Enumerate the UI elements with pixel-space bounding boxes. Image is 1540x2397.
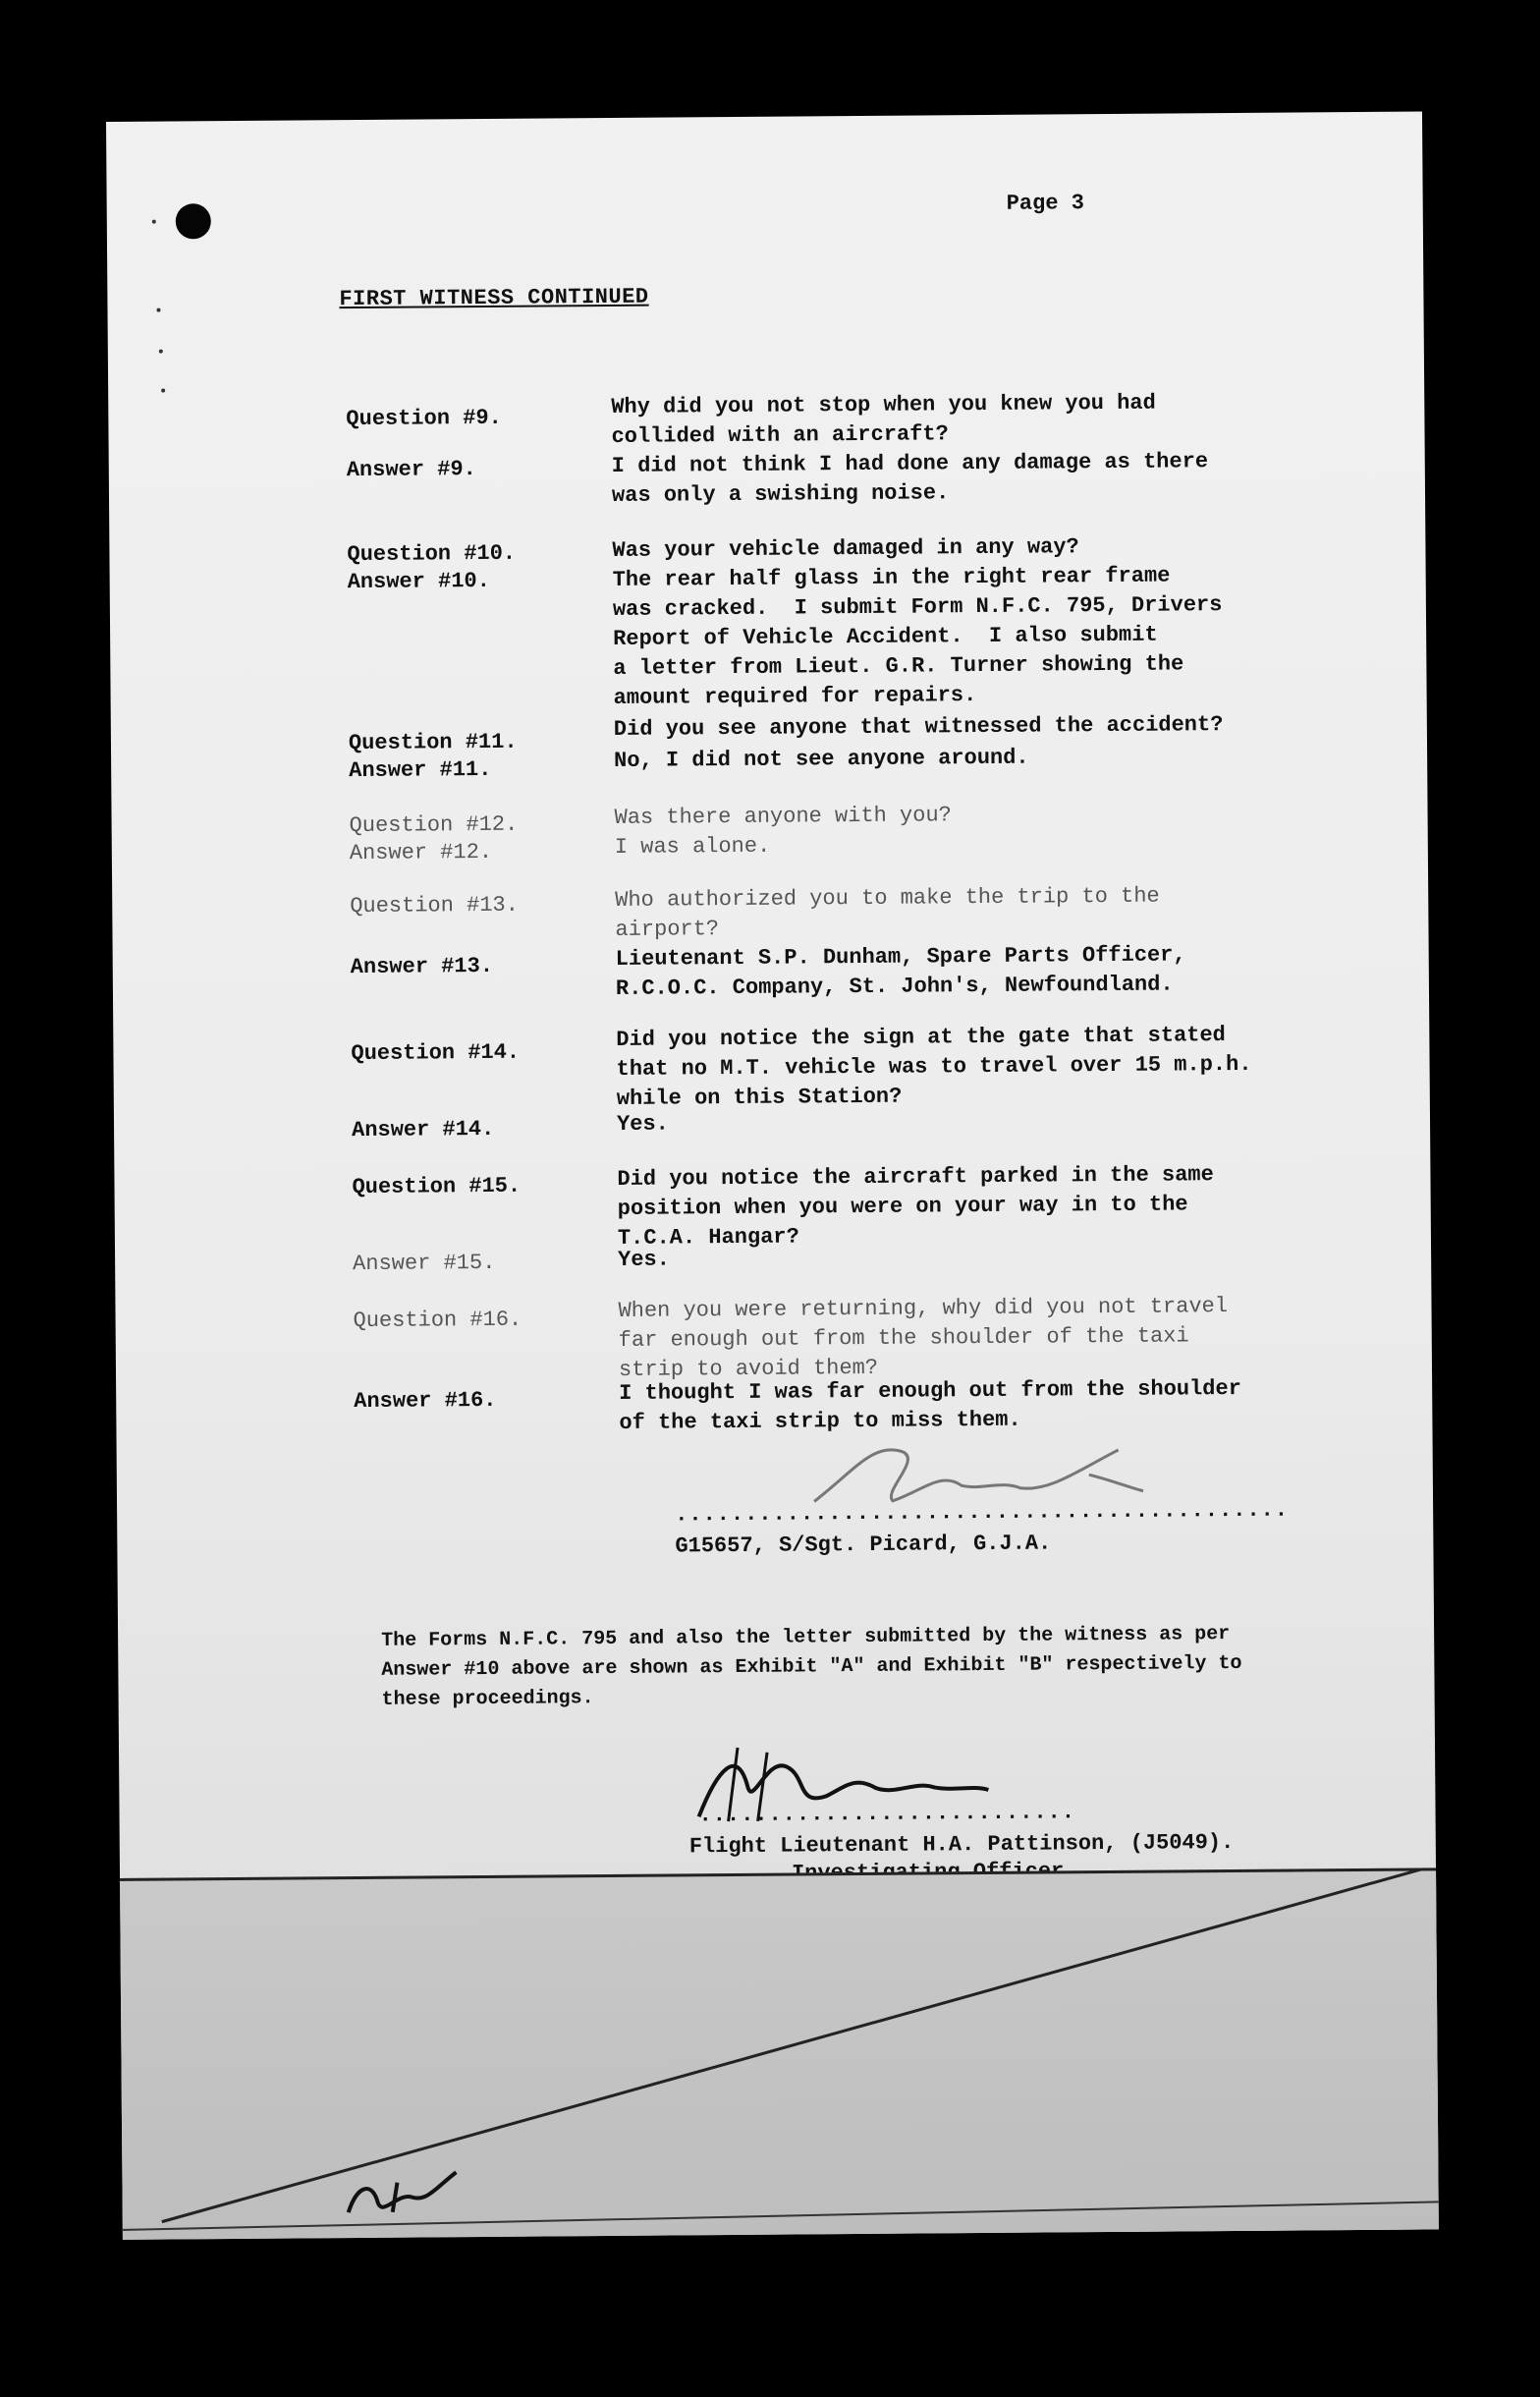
question-label: Question #11. (348, 729, 518, 756)
answer-text: Yes. (616, 1111, 669, 1137)
speck (159, 350, 163, 354)
answer-label: Answer #12. (349, 839, 493, 866)
question-text: Was your vehicle damaged in any way? (612, 534, 1079, 563)
question-text: Was there anyone with you? (614, 803, 952, 830)
question-text: Did you notice the sign at the gate that stated that no M.T. vehicle was to travel over 15 m.p.h. while on this Station? (616, 1023, 1252, 1111)
answer-text: The rear half glass in the right rear frame was cracked. I submit Form N.F.C. 795, Drivers Report of Vehicle Accident. I also submit a letter from Lieut. G.R. Turner showing the amount required for repairs. (612, 563, 1223, 710)
speck (161, 389, 165, 393)
question-text: Did you see anyone that witnessed the accident? (613, 712, 1224, 742)
officer-name-line: Flight Lieutenant H.A. Pattinson, (J5049). (688, 1830, 1235, 1860)
section-heading: FIRST WITNESS CONTINUED (339, 284, 649, 312)
witness-name-line: G15657, S/Sgt. Picard, G.J.A. (675, 1531, 1052, 1559)
question-label: Question #16. (353, 1307, 522, 1334)
answer-text: I did not think I had done any damage as there was only a swishing noise. (611, 449, 1209, 508)
question-label: Question #15. (352, 1173, 522, 1200)
question-label: Question #9. (346, 405, 502, 432)
speck (152, 220, 156, 224)
answer-text: Lieutenant S.P. Dunham, Spare Parts Officer, R.C.O.C. Company, St. John's, Newfoundland. (615, 942, 1186, 1001)
diagonal-cancel-line (120, 1867, 1439, 2240)
answer-label: Answer #10. (347, 568, 491, 595)
signature-dotted-line: ............................................ (675, 1497, 1290, 1528)
question-label: Question #10. (347, 540, 517, 568)
answer-text: I was alone. (614, 833, 771, 860)
page-number: Page 3 (1006, 191, 1084, 216)
question-text: Did you notice the aircraft parked in the same position when you were on your way in to the T.C.A. Hangar? (617, 1162, 1214, 1251)
closing-paragraph: The Forms N.F.C. 795 and also the letter submitted by the witness as per Answer #10 above are shown as Exhibit "A" and Exhibit "B" respectively to these proceedings. (381, 1623, 1242, 1711)
question-label: Question #12. (349, 811, 519, 839)
answer-label: Answer #13. (350, 953, 494, 980)
answer-label: Answer #9. (346, 457, 476, 483)
answer-label: Answer #16. (354, 1387, 497, 1415)
answer-text: No, I did not see anyone around. (614, 745, 1029, 773)
document-page (106, 111, 1439, 2239)
question-label: Question #14. (351, 1039, 521, 1067)
answer-label: Answer #14. (351, 1116, 495, 1143)
answer-text: I thought I was far enough out from the shoulder of the taxi strip to miss them. (619, 1375, 1241, 1435)
question-text: When you were returning, why did you not travel far enough out from the shoulder of the taxi strip to avoid them? (618, 1294, 1229, 1382)
question-text: Who authorized you to make the trip to the airport? (615, 883, 1160, 942)
question-text: Why did you not stop when you knew you had collided with an aircraft? (611, 390, 1156, 449)
initials-signature (338, 2162, 466, 2222)
answer-label: Answer #15. (353, 1250, 496, 1277)
answer-label: Answer #11. (349, 756, 492, 784)
speck (156, 308, 160, 312)
answer-text: Yes. (618, 1247, 671, 1272)
question-label: Question #13. (350, 892, 520, 920)
punch-hole (176, 203, 211, 239)
signature-dotted-line: ........................... (698, 1800, 1076, 1828)
